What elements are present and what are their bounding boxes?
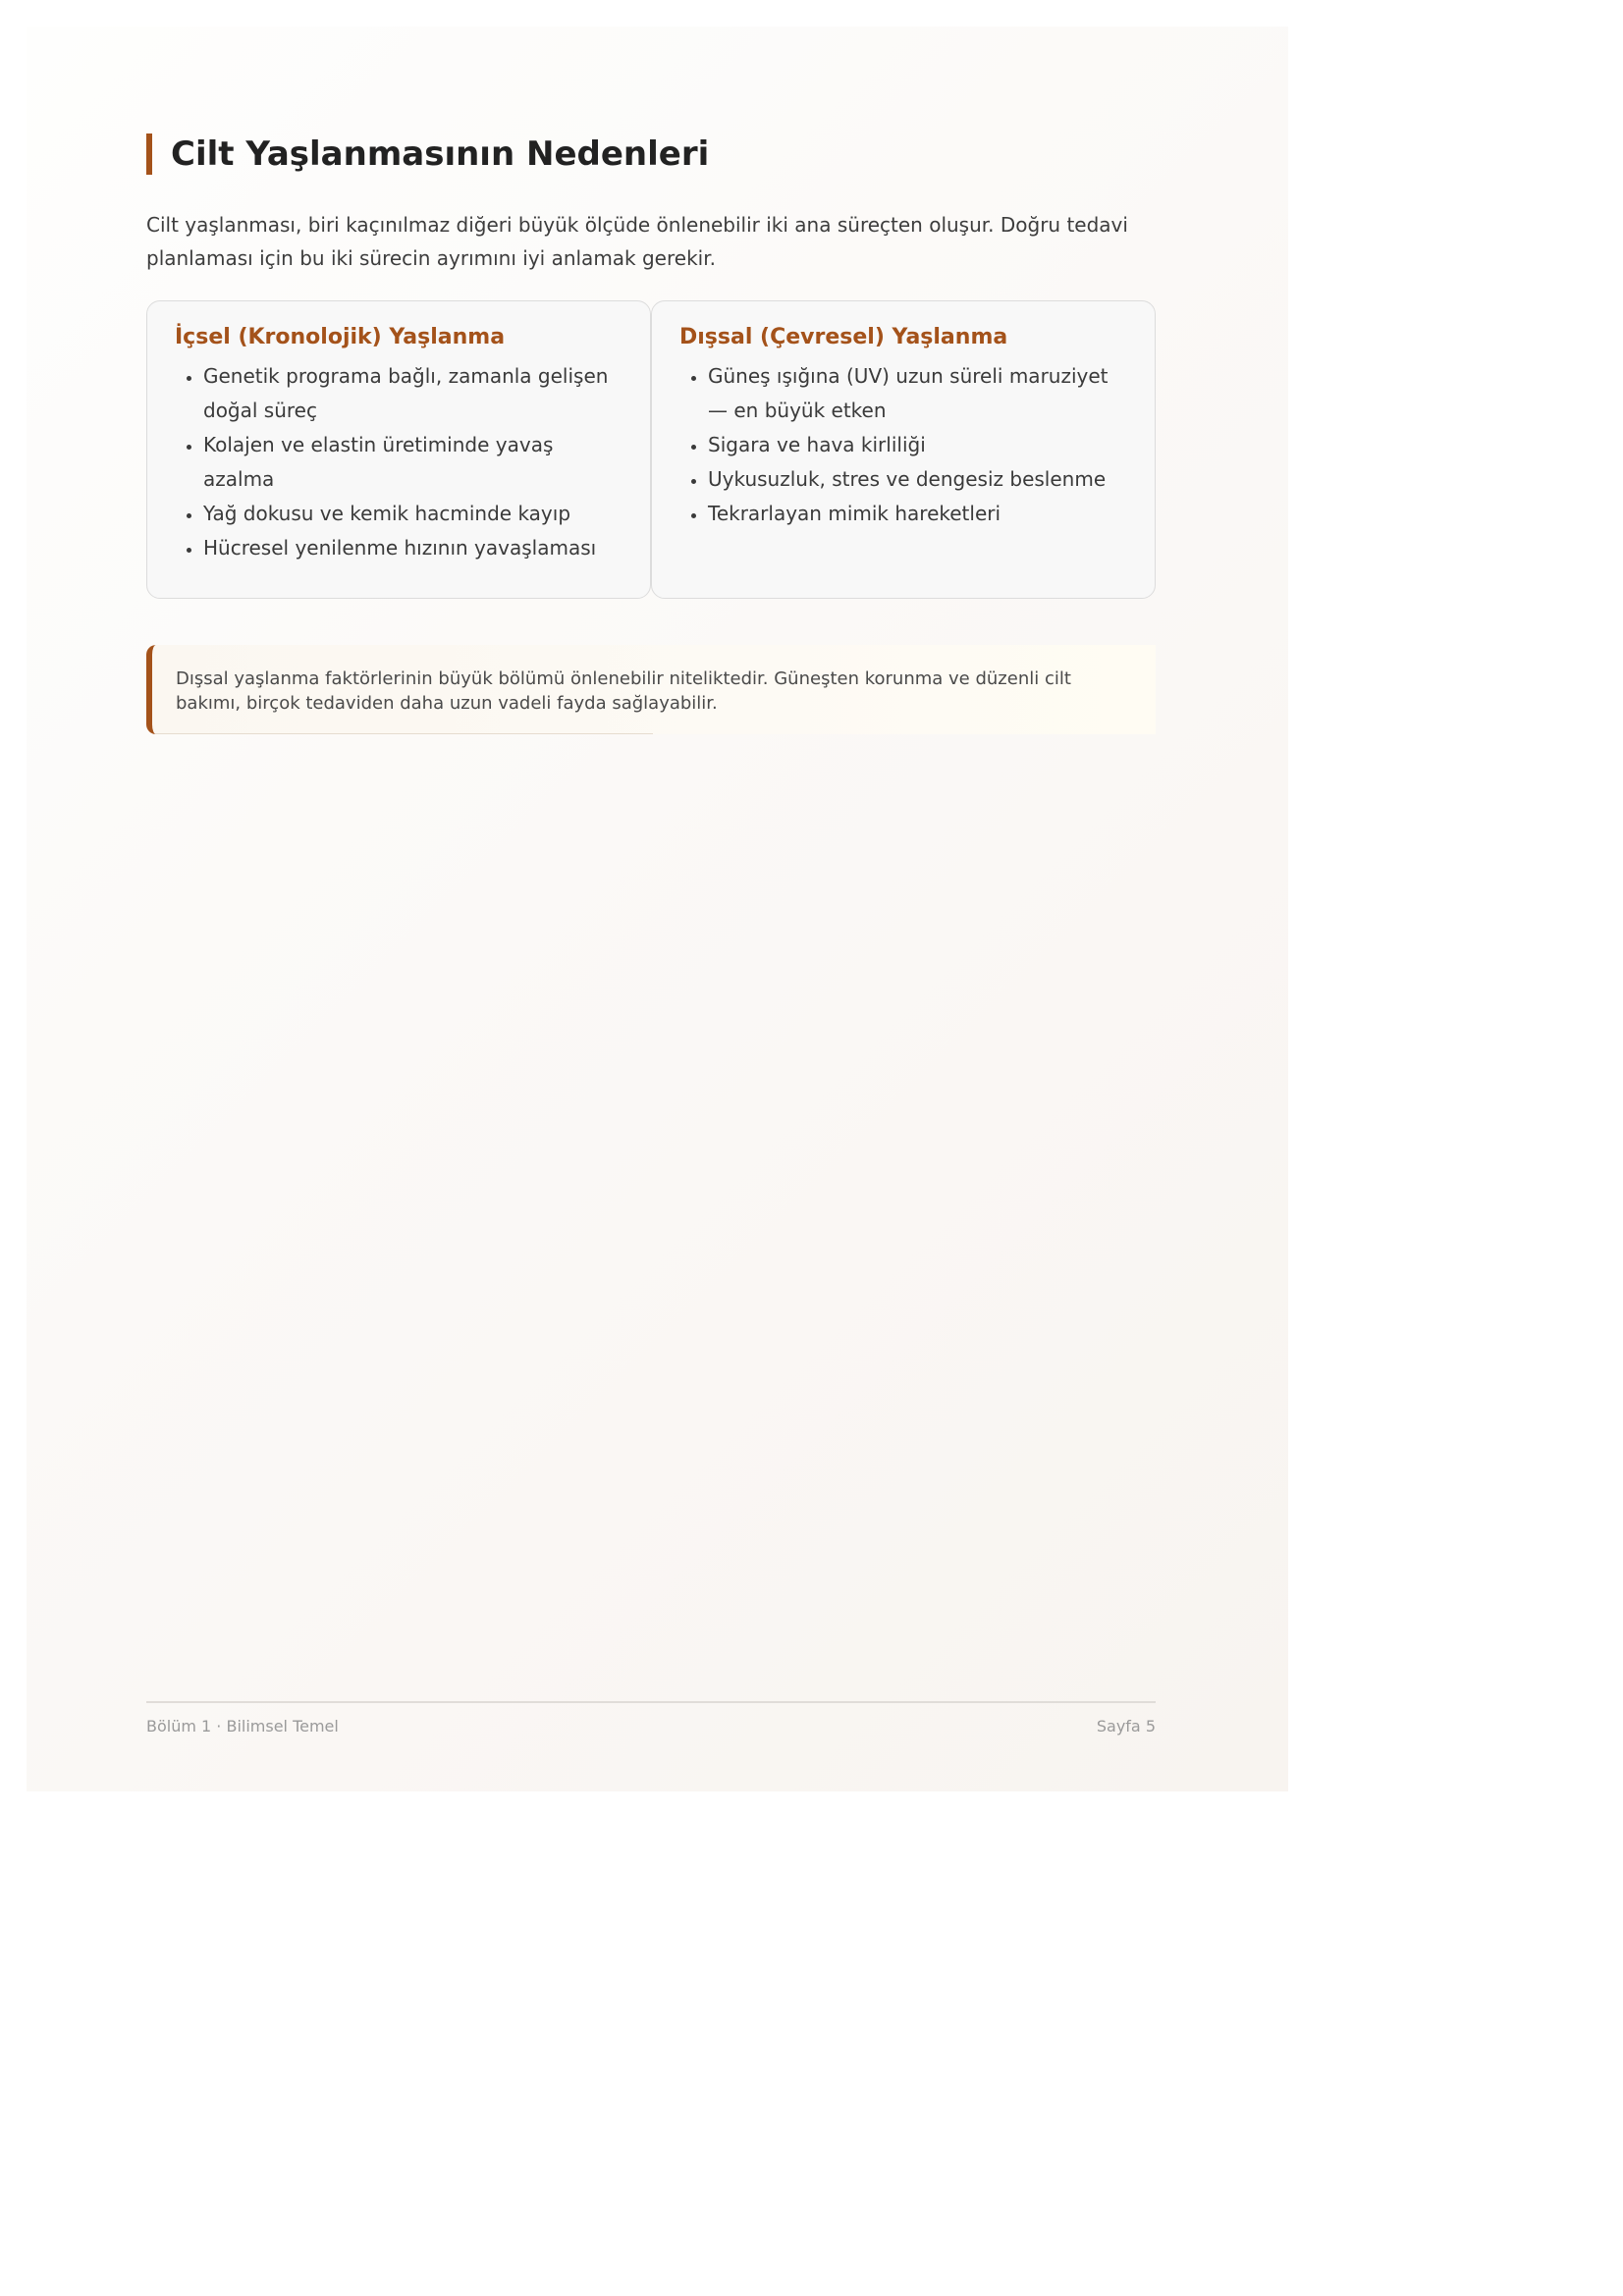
footer-page-number: Sayfa 5 (1096, 1717, 1156, 1735)
heading-accent-bar (146, 133, 152, 175)
callout-underline (152, 733, 653, 735)
intrinsic-aging-card (146, 300, 651, 599)
callout-note (146, 645, 1156, 734)
list-item: • Güneş ışığına (UV) uzun süreli maruziyet — en büyük etken (708, 359, 1127, 428)
list-item: • Sigara ve hava kirliliği (708, 428, 1127, 462)
list-item: • Genetik programa bağlı, zamanla gelişen doğal süreç (203, 359, 622, 428)
card-title: Dışsal (Çevresel) Yaşlanma (679, 325, 1008, 349)
footer-section: Bölüm 1 · Bilimsel Temel (146, 1717, 339, 1735)
bullet-list (175, 359, 622, 565)
page-heading (146, 133, 709, 175)
callout-text: Dışsal yaşlanma faktörlerinin büyük bölümü önlenebilir niteliktedir. Güneşten korunma ve düzenli cilt bakımı, birçok tedaviden daha uzun vadeli fayda sağlayabilir. (176, 668, 1071, 714)
page-title: Cilt Yaşlanmasının Nedenleri (171, 134, 710, 174)
list-item: • Uykusuzluk, stres ve dengesiz beslenme (708, 462, 1127, 497)
card-title: İçsel (Kronolojik) Yaşlanma (175, 325, 506, 349)
footer-divider (146, 1701, 1156, 1703)
list-item: • Yağ dokusu ve kemik hacminde kayıp (203, 497, 622, 531)
list-item: • Hücresel yenilenme hızının yavaşlaması (203, 531, 622, 565)
extrinsic-aging-card (651, 300, 1156, 599)
document-page (27, 27, 1288, 1791)
list-item: • Kolajen ve elastin üretiminde yavaş azalma (203, 428, 622, 497)
list-item: • Tekrarlayan mimik hareketleri (708, 497, 1127, 531)
bullet-list (679, 359, 1127, 531)
intro-paragraph: Cilt yaşlanması, biri kaçınılmaz diğeri büyük ölçüde önlenebilir iki ana süreçten oluşur. Doğru tedavi planlaması için bu iki sürecin ayrımını iyi anlamak gerekir. (146, 213, 1128, 270)
